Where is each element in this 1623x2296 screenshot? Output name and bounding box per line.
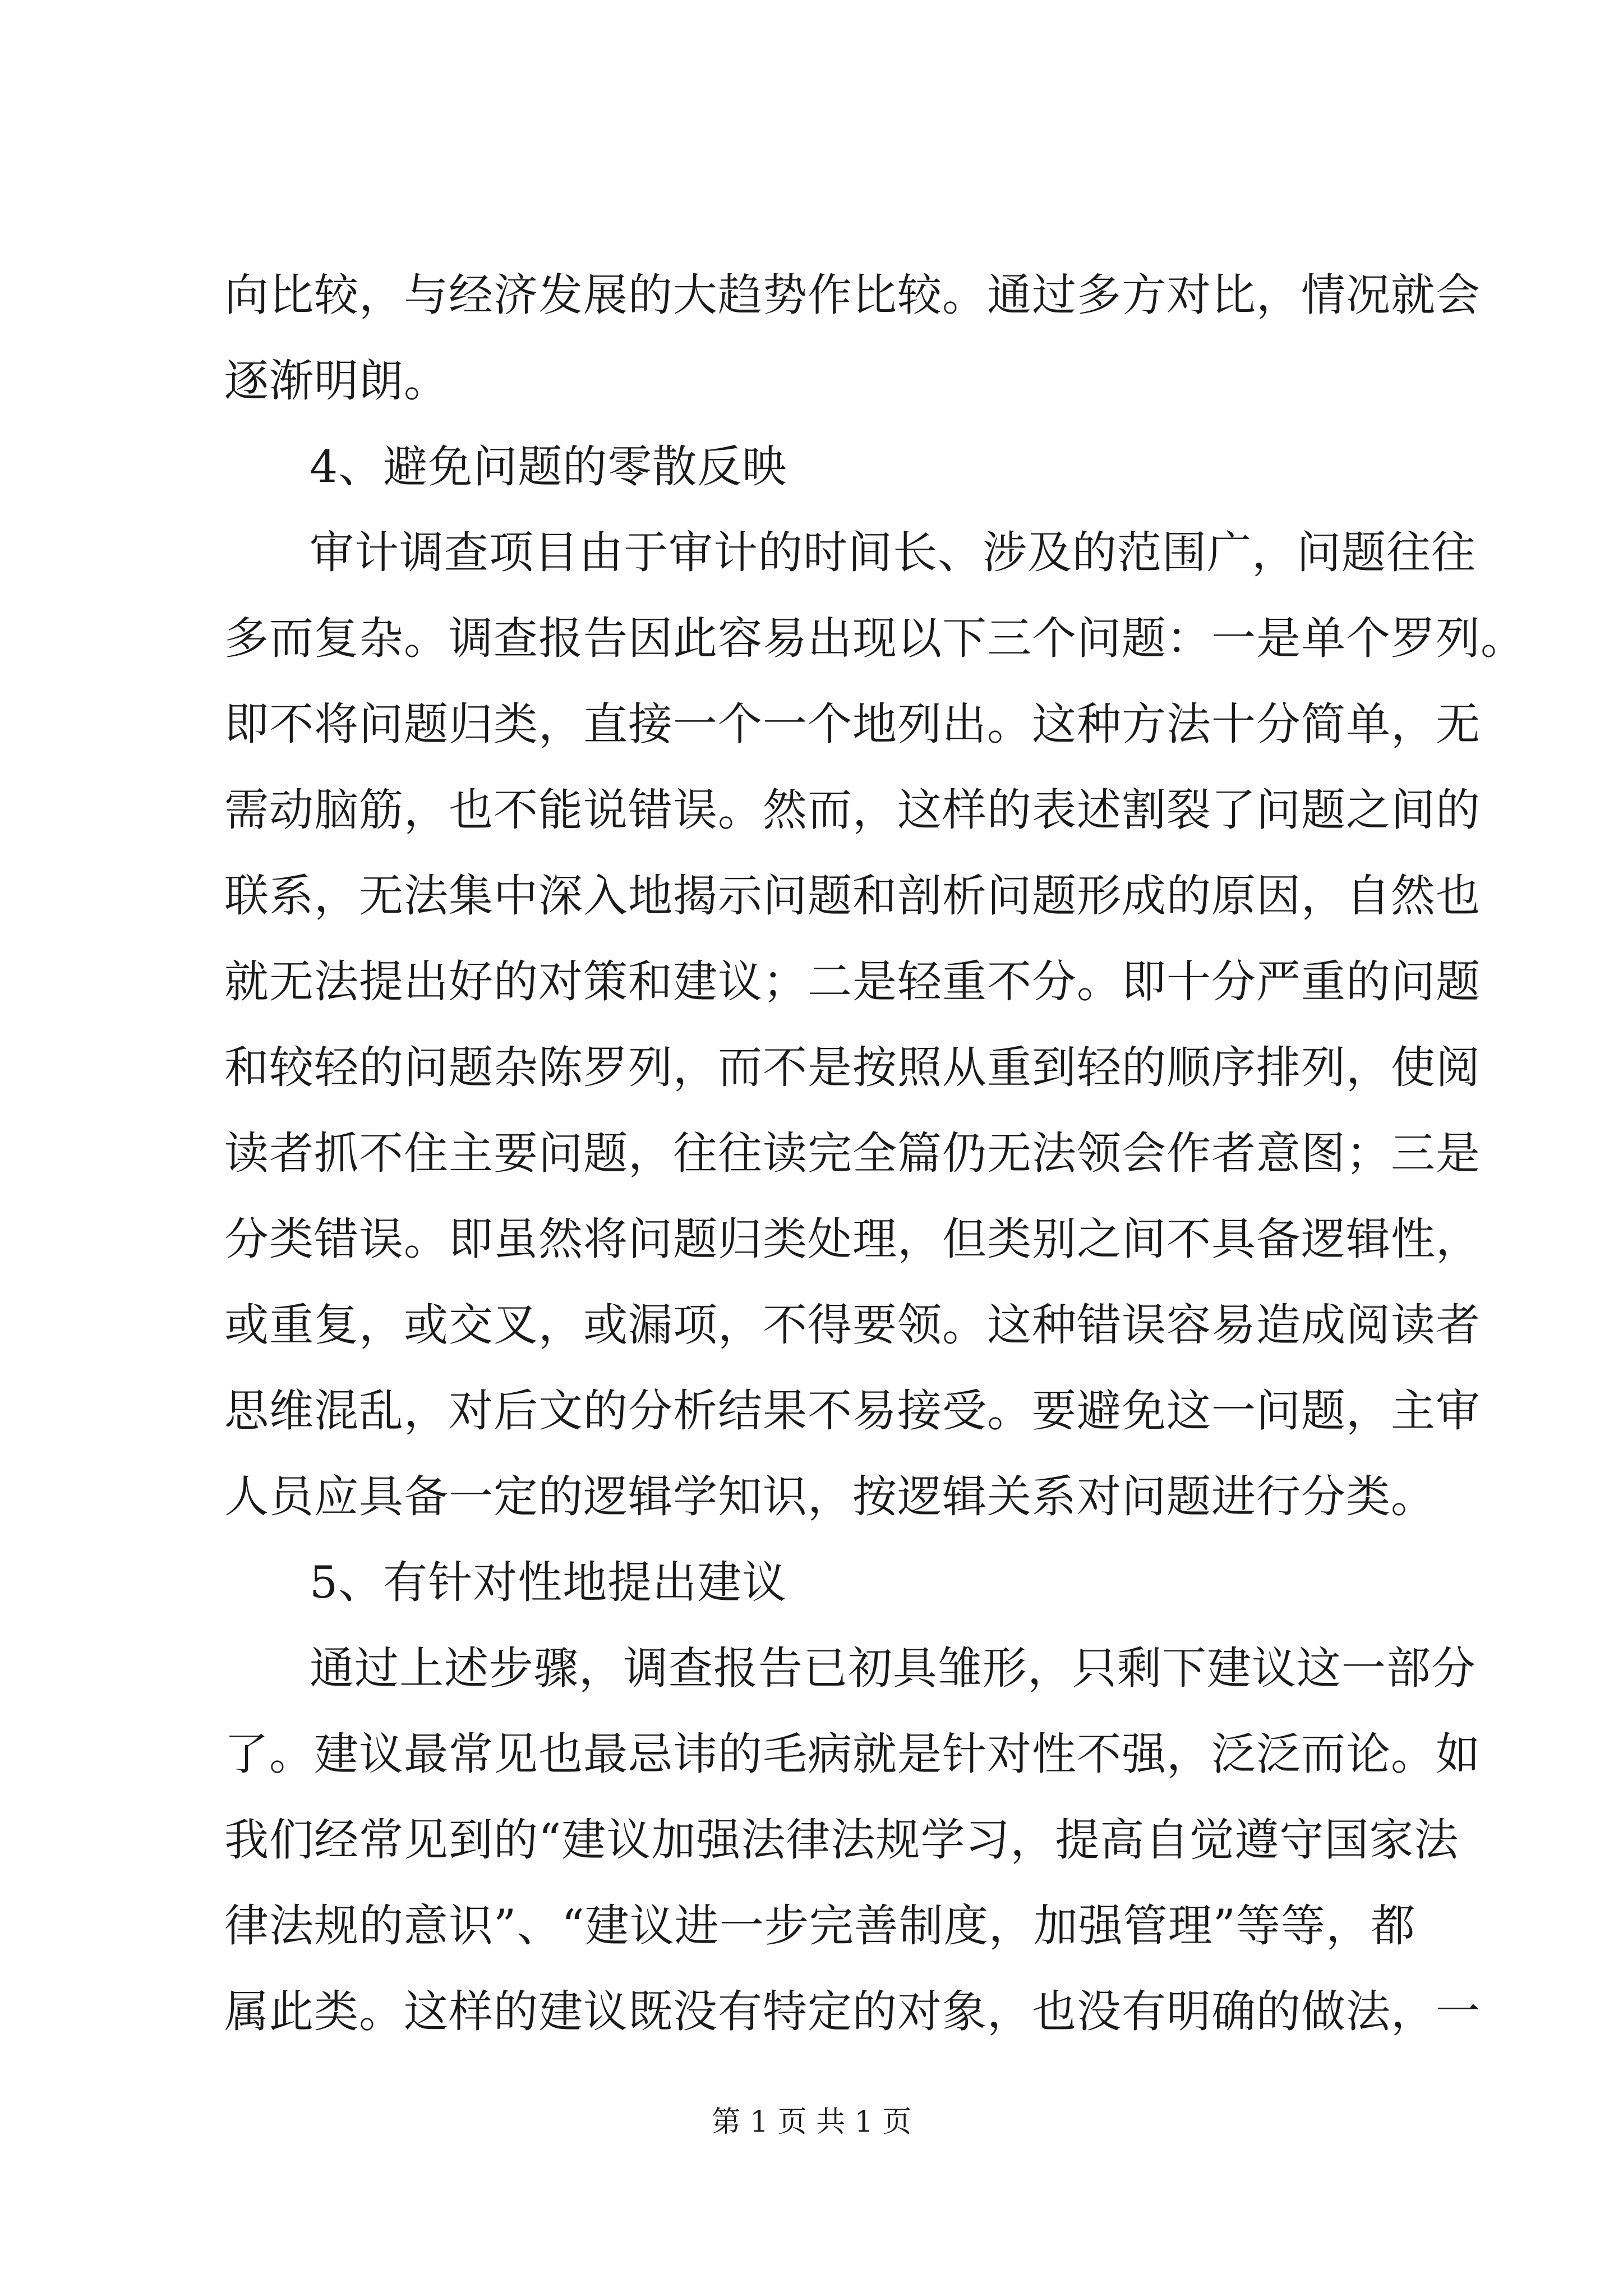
text-line: 通过上述步骤，调查报告已初具雏形，只剩下建议这一部分 <box>310 1642 1476 1694</box>
text-line: 需动脑筋，也不能说错误。然而，这样的表述割裂了问题之间的 <box>224 784 1481 836</box>
text-line: 我们经常见到的“建议加强法律法规学习，提高自觉遵守国家法 <box>224 1814 1459 1866</box>
text-line: 属此类。这样的建议既没有特定的对象，也没有明确的做法，一 <box>224 1986 1481 2037</box>
text-line: 联系，无法集中深入地揭示问题和剖析问题形成的原因，自然也 <box>224 870 1481 922</box>
text-line: 就无法提出好的对策和建议；二是轻重不分。即十分严重的问题 <box>224 956 1481 1007</box>
section-heading <box>224 1540 1424 1626</box>
text-line: 思维混乱，对后文的分析结果不易接受。要避免这一问题，主审 <box>224 1385 1481 1437</box>
text-line: 逐渐明朗。 <box>224 355 449 407</box>
text-line: 律法规的意识”、“建议进一步完善制度，加强管理”等等，都 <box>224 1900 1416 1952</box>
text-line: 分类错误。即虽然将问题归类处理，但类别之间不具备逻辑性， <box>224 1213 1481 1265</box>
paragraph <box>224 252 1481 424</box>
paragraph <box>224 1626 1481 2055</box>
text-line: 和较轻的问题杂陈罗列，而不是按照从重到轻的顺序排列，使阅 <box>224 1042 1481 1093</box>
text-line: 读者抓不住主要问题，往往读完全篇仍无法领会作者意图；三是 <box>224 1128 1481 1179</box>
text-line: 多而复杂。调查报告因此容易出现以下三个问题：一是单个罗列。 <box>224 613 1525 664</box>
heading-line: 5、有针对性地提出建议 <box>310 1557 787 1608</box>
text-line: 了。建议最常见也最忌讳的毛病就是针对性不强，泛泛而论。如 <box>224 1728 1481 1780</box>
body-text <box>224 252 1525 2055</box>
section-heading <box>224 424 1424 510</box>
text-line: 或重复，或交叉，或漏项，不得要领。这种错误容易造成阅读者 <box>224 1299 1481 1351</box>
paragraph <box>224 510 1525 1540</box>
page-number-label: 第 1 页 共 1 页 <box>711 2105 912 2139</box>
text-line: 即不将问题归类，直接一个一个地列出。这种方法十分简单，无 <box>224 698 1481 750</box>
text-line: 向比较，与经济发展的大趋势作比较。通过多方对比，情况就会 <box>224 269 1481 321</box>
heading-line: 4、避免问题的零散反映 <box>310 441 787 493</box>
page-footer <box>0 2102 1623 2142</box>
text-line: 人员应具备一定的逻辑学知识，按逻辑关系对问题进行分类。 <box>224 1471 1436 1522</box>
text-line: 审计调查项目由于审计的时间长、涉及的范围广，问题往往 <box>310 527 1476 578</box>
